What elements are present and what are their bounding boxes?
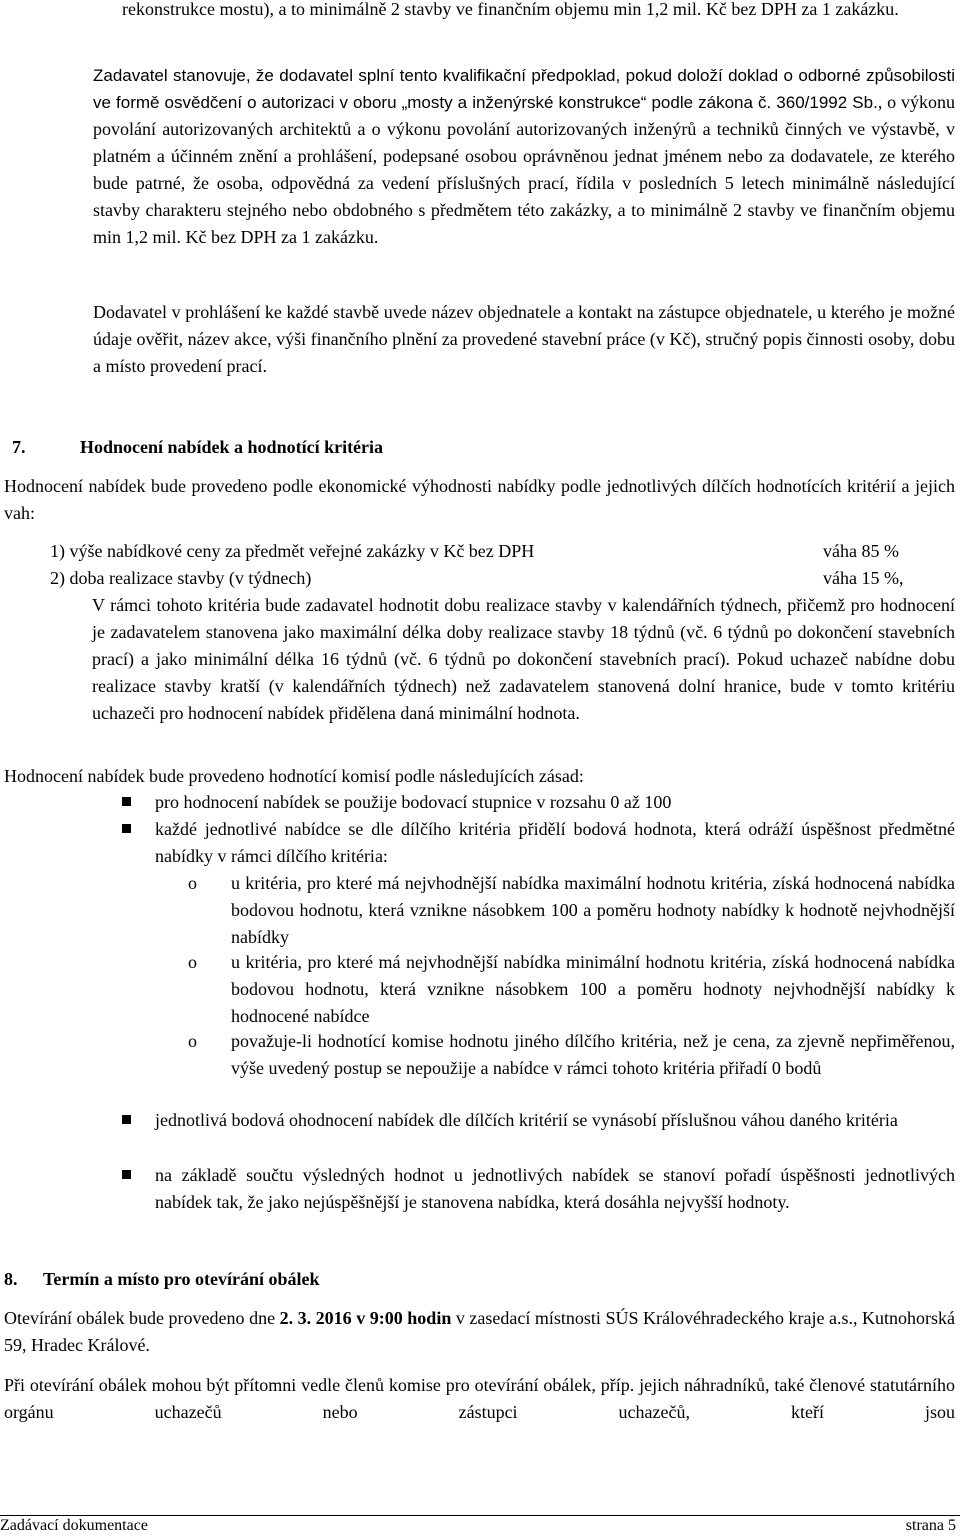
criterion-label: 1) výše nabídkové ceny za předmět veřejné zakázky v Kč bez DPH bbox=[50, 541, 535, 561]
rule-item: na základě součtu výsledných hodnot u jednotlivých nabídek se stanoví pořadí úspěšnosti jednotlivých nabídek tak, že jako nejúspěšnější je stanovena nabídka, která dosáhla nejvyšší hodnoty. bbox=[155, 1165, 955, 1212]
criterion-row bbox=[50, 565, 930, 592]
footer-document-title: Zadávací dokumentace bbox=[0, 1517, 148, 1534]
opening-date: 2. 3. 2016 bbox=[279, 1308, 352, 1328]
top-continuation: rekonstrukce mostu), a to minimálně 2 stavby ve finančním objemu min 1,2 mil. Kč bez DPH za 1 zakázku. bbox=[122, 0, 899, 19]
commission-intro: Hodnocení nabídek bude provedeno hodnotící komisí podle následujících zásad: bbox=[4, 766, 584, 786]
architect-paragraph-sans: Zadavatel stanovuje, že dodavatel splní tento kvalifikační předpoklad, pokud doloží doklad o odborné způsobilosti ve formě osvědčení o autorizaci v oboru „mosty a inženýrské konstrukce“ podle zákona č. 360/1992 Sb. bbox=[93, 66, 955, 112]
square-bullet-icon bbox=[122, 797, 131, 806]
square-bullet-icon bbox=[122, 1115, 131, 1124]
section-8-title: Termín a místo pro otevírání obálek bbox=[43, 1269, 320, 1289]
opening-text-after: v zasedací místnosti SÚS Královéhradeckého kraje a.s., Kutnohorská 59, Hradec Králové. bbox=[4, 1308, 956, 1355]
square-bullet-icon bbox=[122, 1170, 131, 1179]
opening-paragraph bbox=[4, 1305, 955, 1359]
section-8-heading bbox=[4, 1266, 320, 1293]
square-bullet-icon bbox=[122, 824, 131, 833]
opening-time: 9:00 hodin bbox=[369, 1308, 452, 1328]
opening-text-before: Otevírání obálek bude provedeno dne bbox=[4, 1308, 280, 1328]
sub-rule-item: u kritéria, pro které má nejvhodnější nabídka minimální hodnotu kritéria, získá hodnocená nabídka bodovou hodnotu, která vznikne násobkem 100 a poměru hodnoty nejvhodnější nabídky k hodnocené nabídce bbox=[231, 952, 955, 1026]
opening-mid: v bbox=[351, 1308, 370, 1328]
attendance-paragraph: Při otevírání obálek mohou být přítomni vedle členů komise pro otevírání obálek, příp. jejich náhradníků, také členové statutárního orgánu uchazečů nebo zástupci uchazečů, kteří jsou bbox=[4, 1375, 955, 1422]
footer-page-number: strana 5 bbox=[905, 1517, 956, 1534]
criterion-weight: váha 85 % bbox=[823, 541, 899, 561]
circle-bullet-icon: o bbox=[188, 873, 197, 893]
criterion-label: 2) doba realizace stavby (v týdnech) bbox=[50, 568, 312, 588]
rule-item: každé jednotlivé nabídce se dle dílčího kritéria přidělí bodová hodnota, která odráží úspěšnost předmětné nabídky v rámci dílčího kritéria: bbox=[155, 819, 955, 866]
section-7-heading bbox=[12, 434, 383, 461]
rule-item: pro hodnocení nabídek se použije bodovací stupnice v rozsahu 0 až 100 bbox=[155, 792, 672, 812]
criterion-weight: váha 15 %, bbox=[823, 568, 904, 588]
rule-item: jednotlivá bodová ohodnocení nabídek dle dílčích kritérií se vynásobí příslušnou váhou daného kritéria bbox=[155, 1110, 898, 1130]
circle-bullet-icon: o bbox=[188, 1031, 197, 1051]
section-7-number: 7. bbox=[12, 437, 26, 457]
circle-bullet-icon: o bbox=[188, 952, 197, 972]
section-7-title: Hodnocení nabídek a hodnotící kritéria bbox=[80, 437, 384, 457]
criterion-row bbox=[50, 538, 930, 565]
architect-paragraph bbox=[93, 62, 955, 251]
sub-rule-item: u kritéria, pro které má nejvhodnější nabídka maximální hodnotu kritéria, získá hodnocená nabídka bodovou hodnotu, která vznikne násobkem 100 a poměru hodnoty nabídky k hodnotě nejvhodnější nabídky bbox=[231, 873, 955, 947]
sub-rule-item: považuje-li hodnotící komise hodnotu jiného dílčího kritéria, než je cena, za zjevně nepřiměřenou, výše uvedený postup se nepoužije a nabídce v rámci tohoto kritéria přiřadí 0 bodů bbox=[231, 1031, 955, 1078]
evaluation-intro: Hodnocení nabídek bude provedeno podle ekonomické výhodnosti nabídky podle jednotlivých dílčích hodnotících kritérií a jejich vah: bbox=[4, 476, 955, 523]
declaration-paragraph: Dodavatel v prohlášení ke každé stavbě uvede název objednatele a kontakt na zástupce objednatele, u kterého je možné údaje ověřit, název akce, výši finančního plnění za provedené stavební práce (v Kč), stručný popis činnosti osoby, dobu a místo provedení prací. bbox=[93, 302, 955, 376]
architect-paragraph-serif: , o výkonu povolání autorizovaných architektů a o výkonu povolání autorizovaných inženýrů a techniků činných ve výstavbě, v platném a účinném znění a prohlášení, podepsané osobou oprávněnou jednat jménem nebo za dodavatele, ze kterého bude patrné, že osoba, odpovědná za vedení příslušných prací, řídila v posledních 5 letech minimálně následující stavby charakteru stejného nebo obdobného s předmětem této zakázky, a to minimálně 2 stavby ve finančním objemu min 1,2 mil. Kč bez DPH za 1 zakázku. bbox=[93, 92, 956, 247]
section-8-number: 8. bbox=[4, 1269, 18, 1289]
criterion-note: V rámci tohoto kritéria bude zadavatel hodnotit dobu realizace stavby v kalendářních týdnech, přičemž pro hodnocení je zadavatelem stanovena jako maximální délka doby realizace stavby 18 týdnů (vč. 6 týdnů po dokončení stavebních prací) a jako minimální délka 16 týdnů (vč. 6 týdnů po dokončení stavebních prací). Pokud uchazeč nabídne dobu realizace stavby kratší (v kalendářních týdnech) než zadavatelem stanovená dolní hranice, bude v tomto kritériu uchazeči pro hodnocení nabídek přidělena daná minimální hodnota. bbox=[92, 595, 955, 723]
